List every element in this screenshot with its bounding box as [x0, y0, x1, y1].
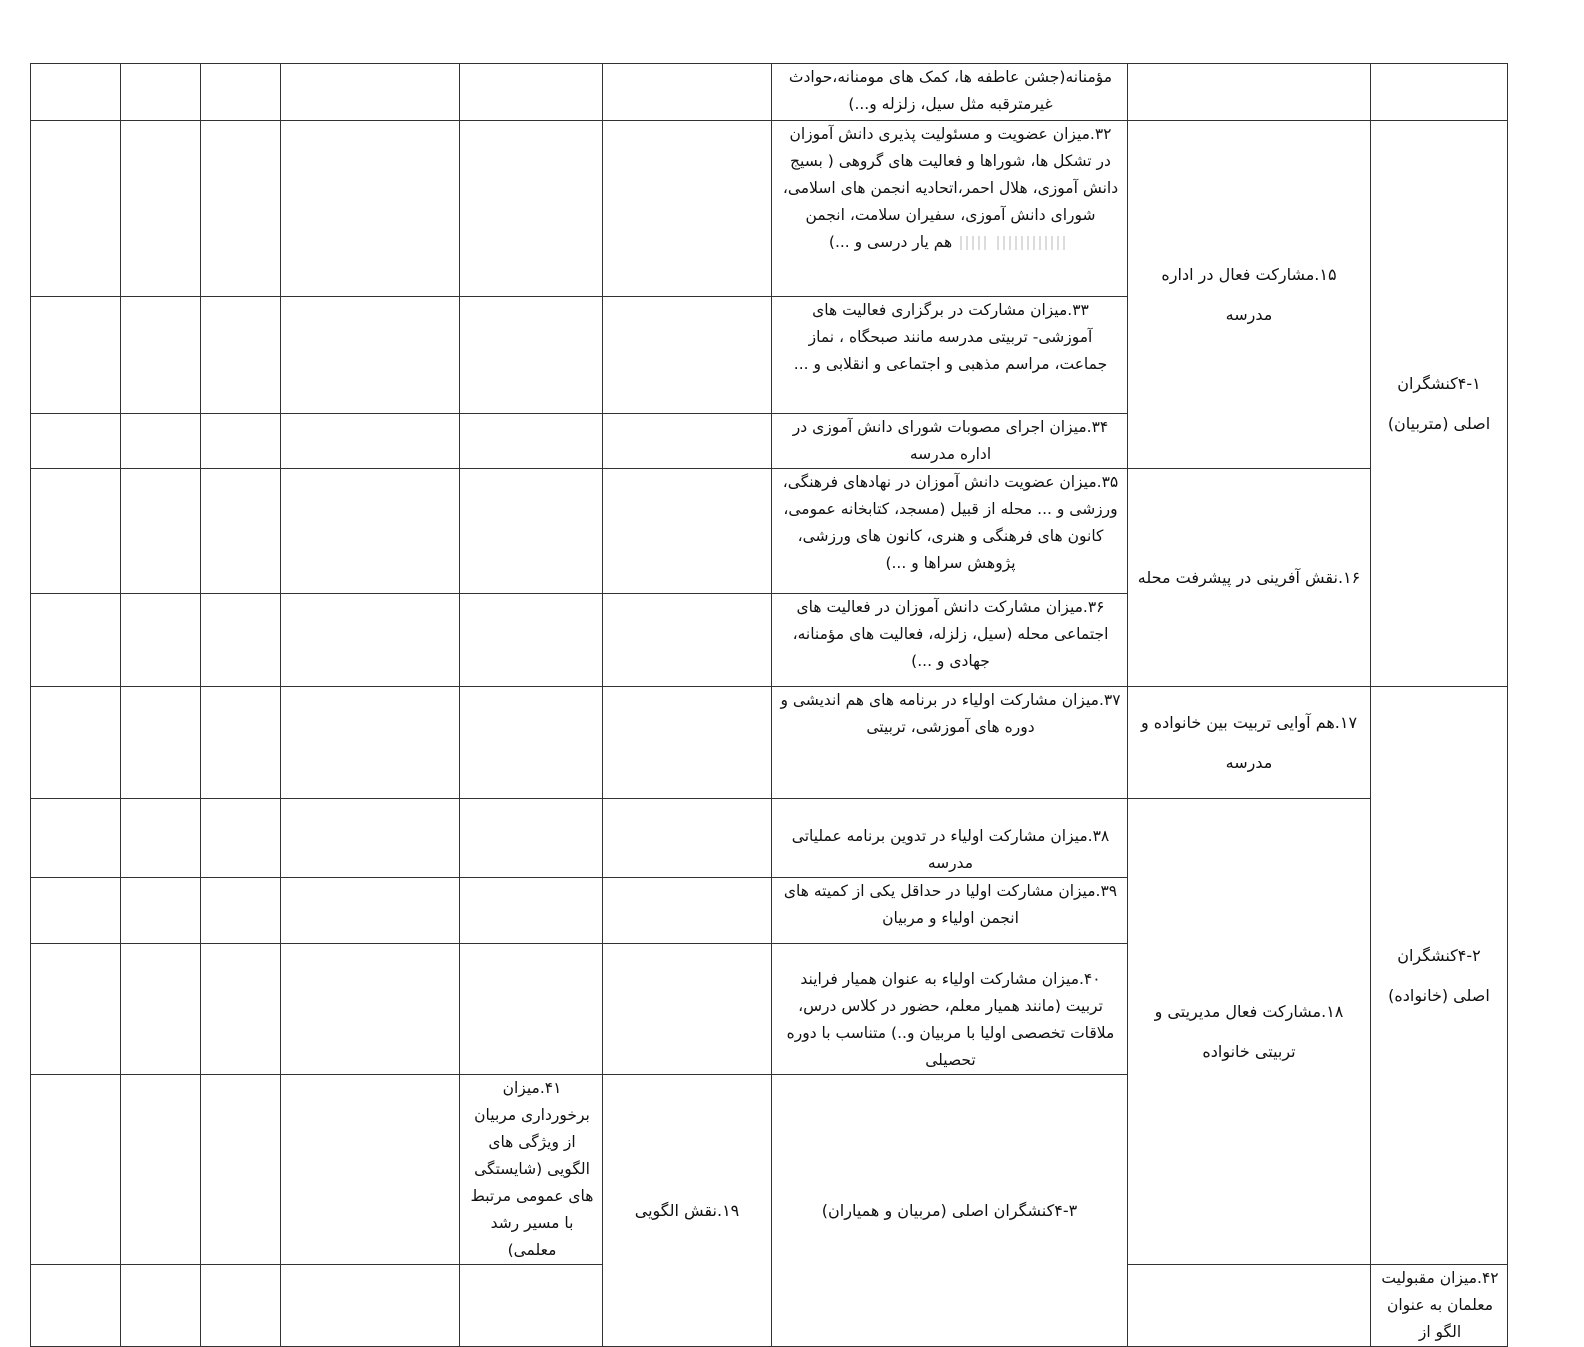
empty-cell: [281, 594, 460, 687]
indicator-cell: ۴۱.میزان برخورداری مربیان از ویژگی های الگویی (شایستگی های عمومی مرتبط با مسیر رشد معلمی): [460, 1075, 603, 1265]
empty-cell: [460, 594, 603, 687]
empty-cell: [121, 469, 201, 594]
actor-cell: ۴-۱کنشگران اصلی (متربیان): [1371, 121, 1508, 687]
empty-cell: [281, 1075, 460, 1265]
empty-cell: [1128, 1265, 1371, 1347]
empty-cell: [121, 414, 201, 469]
empty-cell: [31, 878, 121, 944]
indicator-cell: [772, 121, 1128, 297]
indicator-text: ۳۲.میزان عضویت و مسئولیت پذیری دانش آموزان در تشکل ها، شوراها و فعالیت های گروهی ( بسیج دانش آموزی، هلال احمر،اتحادیه انجمن های اسلامی، شورای دانش آموزی، سفیران سلامت، انجمن: [782, 125, 1119, 224]
empty-cell: [281, 878, 460, 944]
empty-cell: [603, 414, 772, 469]
empty-cell: [201, 297, 281, 414]
redacted-text: [997, 236, 1069, 250]
empty-cell: [201, 469, 281, 594]
empty-cell: [281, 121, 460, 297]
empty-cell: [31, 799, 121, 878]
empty-cell: [121, 594, 201, 687]
empty-cell: [460, 64, 603, 121]
empty-cell: [31, 687, 121, 799]
indicator-cell: ۴۰.میزان مشارکت اولیاء به عنوان همیار فرایند تربیت (مانند همیار معلم، حضور در کلاس درس، ملاقات تخصصی اولیا با مربیان و..) متناسب با دوره تحصیلی: [772, 944, 1128, 1075]
indicator-cell: ۳۹.میزان مشارکت اولیا در حداقل یکی از کمیته های انجمن اولیاء و مربیان: [772, 878, 1128, 944]
empty-cell: [201, 1265, 281, 1347]
table-row: [31, 469, 1508, 594]
redacted-text: [960, 236, 986, 250]
empty-cell: [603, 469, 772, 594]
component-cell: ۱۹.نقش الگویی: [603, 1075, 772, 1347]
empty-cell: [603, 64, 772, 121]
table-row: [31, 64, 1508, 121]
component-cell: ۱۶.نقش آفرینی در پیشرفت محله: [1128, 469, 1371, 687]
empty-cell: [603, 799, 772, 878]
empty-cell: [460, 414, 603, 469]
indicator-cell: ۳۴.میزان اجرای مصوبات شورای دانش آموزی در اداره مدرسه: [772, 414, 1128, 469]
actor-cell: ۴-۳کنشگران اصلی (مربیان و همیاران): [772, 1075, 1128, 1347]
empty-cell: [121, 1075, 201, 1265]
actor-cell: ۴-۲کنشگران اصلی (خانواده): [1371, 687, 1508, 1265]
empty-cell: [121, 799, 201, 878]
empty-cell: [31, 1075, 121, 1265]
empty-cell: [201, 944, 281, 1075]
indicator-text: هم یار درسی و ...): [828, 233, 953, 251]
indicator-cell: ۳۷.میزان مشارکت اولیاء در برنامه های هم اندیشی و دوره های آموزشی، تربیتی: [772, 687, 1128, 799]
empty-cell: [603, 944, 772, 1075]
empty-cell: [460, 944, 603, 1075]
component-cell: ۱۷.هم آوایی تربیت بین خانواده و مدرسه: [1128, 687, 1371, 799]
empty-cell: [281, 799, 460, 878]
empty-cell: [460, 121, 603, 297]
empty-cell: [603, 687, 772, 799]
empty-cell: [281, 414, 460, 469]
indicator-cell: ۳۸.میزان مشارکت اولیاء در تدوین برنامه عملیاتی مدرسه: [772, 799, 1128, 878]
empty-cell: [121, 121, 201, 297]
empty-cell: [201, 799, 281, 878]
indicator-cell: ۳۶.میزان مشارکت دانش آموزان در فعالیت های اجتماعی محله (سیل، زلزله، فعالیت های مؤمنانه، جهادی و ...): [772, 594, 1128, 687]
empty-cell: [281, 64, 460, 121]
indicator-cell: ۳۳.میزان مشارکت در برگزاری فعالیت های آموزشی- تربیتی مدرسه مانند صبحگاه ، نماز جماعت، مراسم مذهبی و اجتماعی و انقلابی و ...: [772, 297, 1128, 414]
empty-cell: [603, 594, 772, 687]
empty-cell: [460, 469, 603, 594]
empty-cell: [281, 297, 460, 414]
indicators-table: [30, 63, 1508, 1347]
empty-cell: [121, 64, 201, 121]
empty-cell: [31, 121, 121, 297]
empty-cell: [121, 878, 201, 944]
empty-cell: [460, 297, 603, 414]
actor-cell-empty: [1371, 64, 1508, 121]
empty-cell: [603, 297, 772, 414]
empty-cell: [603, 878, 772, 944]
empty-cell: [201, 1075, 281, 1265]
empty-cell: [201, 121, 281, 297]
indicator-cell: ۳۵.میزان عضویت دانش آموزان در نهادهای فرهنگی، ورزشی و ... محله از قبیل (مسجد، کتابخانه عمومی، کانون های فرهنگی و هنری، کانون های ورزشی، پژوهش سراها و ...): [772, 469, 1128, 594]
empty-cell: [121, 687, 201, 799]
empty-cell: [281, 469, 460, 594]
empty-cell: [281, 687, 460, 799]
empty-cell: [460, 799, 603, 878]
empty-cell: [460, 1265, 603, 1347]
empty-cell: [121, 297, 201, 414]
empty-cell: [201, 878, 281, 944]
empty-cell: [31, 1265, 121, 1347]
empty-cell: [201, 687, 281, 799]
table-row: [31, 687, 1508, 799]
empty-cell: [460, 878, 603, 944]
component-cell: ۱۸.مشارکت فعال مدیریتی و تربیتی خانواده: [1128, 799, 1371, 1265]
empty-cell: [121, 1265, 201, 1347]
empty-cell: [31, 469, 121, 594]
empty-cell: [460, 687, 603, 799]
component-cell-empty: [1128, 64, 1371, 121]
empty-cell: [201, 594, 281, 687]
empty-cell: [31, 297, 121, 414]
table-row: [31, 121, 1508, 297]
empty-cell: [31, 414, 121, 469]
empty-cell: [121, 944, 201, 1075]
empty-cell: [603, 121, 772, 297]
empty-cell: [281, 944, 460, 1075]
empty-cell: [31, 944, 121, 1075]
empty-cell: [281, 1265, 460, 1347]
component-cell: ۱۵.مشارکت فعال در اداره مدرسه: [1128, 121, 1371, 469]
indicator-cell: مؤمنانه(جشن عاطفه ها، کمک های مومنانه،حوادث غیرمترقبه مثل سیل، زلزله و...): [772, 64, 1128, 121]
empty-cell: [31, 594, 121, 687]
empty-cell: [201, 414, 281, 469]
table-row: [31, 799, 1508, 878]
indicator-cell: ۴۲.میزان مقبولیت معلمان به عنوان الگو از: [1371, 1265, 1508, 1347]
empty-cell: [201, 64, 281, 121]
empty-cell: [31, 64, 121, 121]
